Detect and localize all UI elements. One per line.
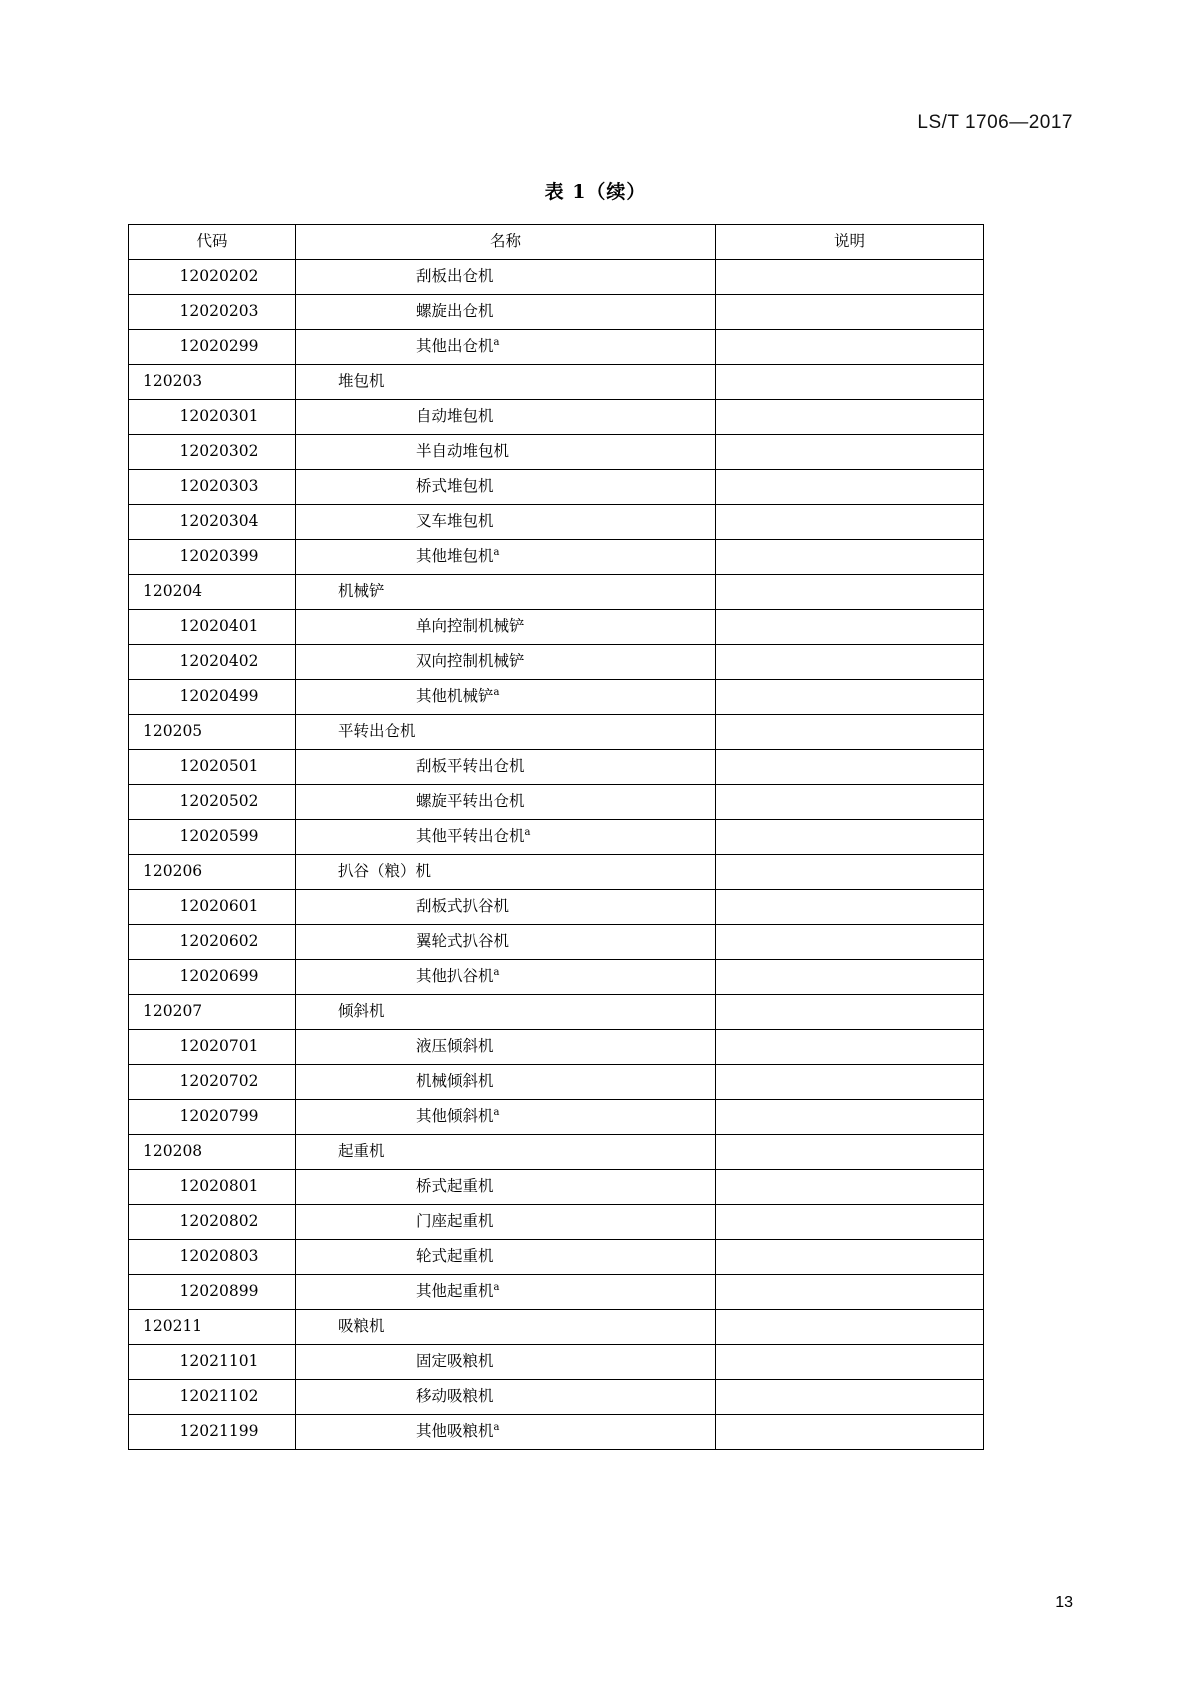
table-row [129, 960, 984, 995]
name-text: 其他机械铲 [416, 687, 494, 706]
cell-name [296, 1310, 716, 1345]
cell-name [296, 610, 716, 645]
table-row [129, 890, 984, 925]
cell-code: 12020401 [129, 610, 296, 645]
table-row [129, 785, 984, 820]
cell-description [716, 1100, 984, 1135]
footnote-marker: a [493, 687, 500, 699]
table-row [129, 295, 984, 330]
name-text: 翼轮式扒谷机 [416, 932, 510, 951]
cell-description [716, 960, 984, 995]
name-text: 液压倾斜机 [416, 1037, 494, 1056]
column-header-name: 名称 [296, 225, 716, 260]
cell-code: 120211 [129, 1310, 296, 1345]
cell-code: 12020302 [129, 435, 296, 470]
cell-name [296, 1205, 716, 1240]
cell-description [716, 610, 984, 645]
name-text: 双向控制机械铲 [416, 652, 525, 671]
table-row [129, 1030, 984, 1065]
cell-description [716, 365, 984, 400]
table-row [129, 470, 984, 505]
name-text: 起重机 [338, 1142, 385, 1161]
cell-code: 12020899 [129, 1275, 296, 1310]
cell-name [296, 1240, 716, 1275]
cell-name [296, 1380, 716, 1415]
cell-code: 12021199 [129, 1415, 296, 1450]
cell-name [296, 400, 716, 435]
cell-name [296, 750, 716, 785]
name-text: 机械倾斜机 [416, 1072, 494, 1091]
cell-description [716, 1345, 984, 1380]
cell-name [296, 1275, 716, 1310]
cell-name [296, 925, 716, 960]
page-number: 13 [1055, 1594, 1073, 1611]
cell-name [296, 995, 716, 1030]
cell-code: 12020801 [129, 1170, 296, 1205]
standard-number-header: LS/T 1706—2017 [917, 112, 1073, 133]
cell-code: 12020599 [129, 820, 296, 855]
cell-code: 12020402 [129, 645, 296, 680]
cell-description [716, 1415, 984, 1450]
cell-description [716, 260, 984, 295]
name-text: 其他堆包机 [416, 547, 494, 566]
cell-description [716, 1135, 984, 1170]
cell-code: 120204 [129, 575, 296, 610]
cell-code: 12021102 [129, 1380, 296, 1415]
cell-description [716, 400, 984, 435]
table-row [129, 1345, 984, 1380]
name-text: 移动吸粮机 [416, 1387, 494, 1406]
table-row [129, 610, 984, 645]
table-row [129, 1310, 984, 1345]
name-text: 其他出仓机 [416, 337, 494, 356]
cell-code: 12020501 [129, 750, 296, 785]
cell-name [296, 1345, 716, 1380]
cell-description [716, 645, 984, 680]
table-row [129, 540, 984, 575]
table-row [129, 1065, 984, 1100]
table-row [129, 715, 984, 750]
cell-description [716, 295, 984, 330]
cell-name [296, 1170, 716, 1205]
footnote-marker: a [493, 337, 500, 349]
cell-description [716, 540, 984, 575]
cell-description [716, 1170, 984, 1205]
cell-code: 120208 [129, 1135, 296, 1170]
table-row [129, 855, 984, 890]
footnote-marker: a [493, 967, 500, 979]
cell-description [716, 1030, 984, 1065]
name-text: 平转出仓机 [338, 722, 416, 741]
name-text: 其他吸粮机 [416, 1422, 494, 1441]
name-text: 螺旋平转出仓机 [416, 792, 525, 811]
name-text: 门座起重机 [416, 1212, 494, 1231]
cell-name [296, 680, 716, 715]
name-text: 其他平转出仓机 [416, 827, 525, 846]
footnote-marker: a [493, 1422, 500, 1434]
cell-description [716, 1380, 984, 1415]
cell-code: 12020802 [129, 1205, 296, 1240]
name-text: 其他起重机 [416, 1282, 494, 1301]
name-text: 刮板出仓机 [416, 267, 494, 286]
cell-code: 12021101 [129, 1345, 296, 1380]
cell-name [296, 365, 716, 400]
name-text: 倾斜机 [338, 1002, 385, 1021]
name-text: 刮板式扒谷机 [416, 897, 510, 916]
cell-code: 120206 [129, 855, 296, 890]
name-text: 桥式起重机 [416, 1177, 494, 1196]
table-row [129, 505, 984, 540]
cell-name [296, 575, 716, 610]
table-row [129, 820, 984, 855]
cell-description [716, 1275, 984, 1310]
cell-description [716, 715, 984, 750]
name-text: 轮式起重机 [416, 1247, 494, 1266]
table-row [129, 1100, 984, 1135]
cell-name [296, 435, 716, 470]
cell-code: 12020602 [129, 925, 296, 960]
cell-code: 12020601 [129, 890, 296, 925]
cell-name [296, 330, 716, 365]
cell-code: 12020702 [129, 1065, 296, 1100]
cell-name [296, 540, 716, 575]
cell-name [296, 820, 716, 855]
cell-code: 12020499 [129, 680, 296, 715]
cell-name [296, 295, 716, 330]
cell-description [716, 470, 984, 505]
cell-code: 12020303 [129, 470, 296, 505]
cell-code: 120203 [129, 365, 296, 400]
name-text: 桥式堆包机 [416, 477, 494, 496]
cell-description [716, 435, 984, 470]
name-text: 固定吸粮机 [416, 1352, 494, 1371]
cell-name [296, 960, 716, 995]
table-row [129, 365, 984, 400]
table-row [129, 1170, 984, 1205]
name-text: 扒谷（粮）机 [338, 862, 432, 881]
cell-name [296, 855, 716, 890]
cell-code: 12020299 [129, 330, 296, 365]
table-row [129, 1240, 984, 1275]
name-text: 螺旋出仓机 [416, 302, 494, 321]
name-text: 单向控制机械铲 [416, 617, 525, 636]
cell-code: 12020301 [129, 400, 296, 435]
footnote-marker: a [524, 827, 531, 839]
table-row [129, 330, 984, 365]
table-row [129, 1380, 984, 1415]
name-text: 其他倾斜机 [416, 1107, 494, 1126]
table-row [129, 680, 984, 715]
cell-description [716, 925, 984, 960]
cell-code: 12020701 [129, 1030, 296, 1065]
cell-description [716, 995, 984, 1030]
cell-name [296, 260, 716, 295]
name-text: 机械铲 [338, 582, 385, 601]
table-row [129, 995, 984, 1030]
table-row [129, 1135, 984, 1170]
cell-description [716, 855, 984, 890]
cell-name [296, 1100, 716, 1135]
name-text: 堆包机 [338, 372, 385, 391]
cell-code: 120207 [129, 995, 296, 1030]
name-text: 叉车堆包机 [416, 512, 494, 531]
cell-name [296, 1030, 716, 1065]
name-text: 刮板平转出仓机 [416, 757, 525, 776]
cell-description [716, 820, 984, 855]
cell-code: 12020699 [129, 960, 296, 995]
table-row [129, 645, 984, 680]
table-row [129, 1275, 984, 1310]
footnote-marker: a [493, 1107, 500, 1119]
cell-description [716, 575, 984, 610]
cell-code: 12020399 [129, 540, 296, 575]
table-row [129, 575, 984, 610]
table-row [129, 435, 984, 470]
cell-code: 12020203 [129, 295, 296, 330]
cell-description [716, 680, 984, 715]
table-body [129, 260, 984, 1450]
table-row [129, 925, 984, 960]
table-row [129, 750, 984, 785]
table-row [129, 1415, 984, 1450]
cell-description [716, 505, 984, 540]
code-table [128, 224, 984, 1450]
cell-description [716, 1205, 984, 1240]
cell-name [296, 715, 716, 750]
cell-description [716, 890, 984, 925]
cell-description [716, 1240, 984, 1275]
cell-code: 12020799 [129, 1100, 296, 1135]
footnote-marker: a [493, 1282, 500, 1294]
cell-name [296, 1415, 716, 1450]
cell-name [296, 785, 716, 820]
name-text: 其他扒谷机 [416, 967, 494, 986]
cell-name [296, 470, 716, 505]
cell-description [716, 1310, 984, 1345]
cell-code: 12020202 [129, 260, 296, 295]
table-caption: 表 1（续） [544, 181, 647, 203]
column-header-desc: 说明 [716, 225, 984, 260]
cell-code: 12020304 [129, 505, 296, 540]
cell-description [716, 1065, 984, 1100]
cell-name [296, 1135, 716, 1170]
table-header-row [129, 225, 984, 260]
cell-name [296, 1065, 716, 1100]
cell-description [716, 330, 984, 365]
footnote-marker: a [493, 547, 500, 559]
cell-name [296, 645, 716, 680]
cell-description [716, 750, 984, 785]
cell-code: 12020803 [129, 1240, 296, 1275]
column-header-code: 代码 [129, 225, 296, 260]
cell-code: 120205 [129, 715, 296, 750]
name-text: 自动堆包机 [416, 407, 494, 426]
cell-code: 12020502 [129, 785, 296, 820]
cell-name [296, 890, 716, 925]
name-text: 吸粮机 [338, 1317, 385, 1336]
table-row [129, 1205, 984, 1240]
cell-description [716, 785, 984, 820]
table-row [129, 400, 984, 435]
cell-name [296, 505, 716, 540]
table-row [129, 260, 984, 295]
name-text: 半自动堆包机 [416, 442, 510, 461]
